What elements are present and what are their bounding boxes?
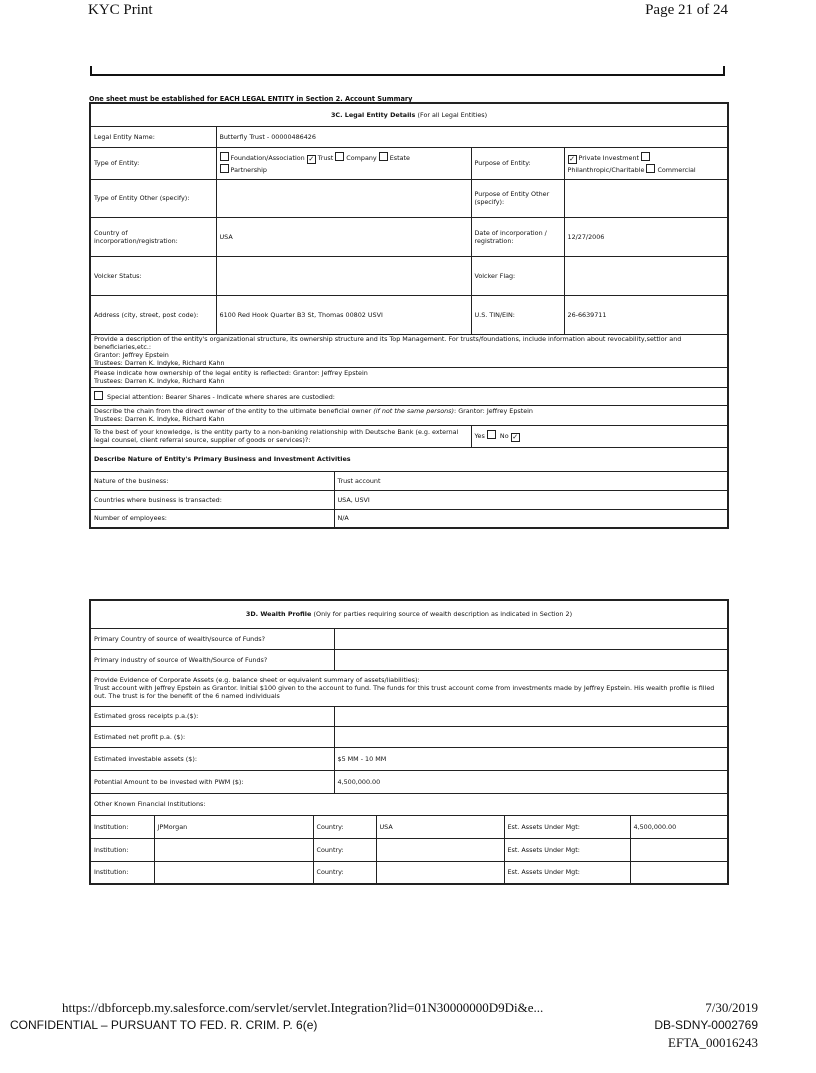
assets-under-mgmt-value: 4,500,000.00 [630,815,728,838]
business-nature-label: Nature of the business: [90,471,334,490]
primary-country-value [334,628,728,649]
bearer-shares-checkbox[interactable] [94,391,103,400]
gross-receipts-label: Estimated gross receipts p.a.($): [90,706,334,726]
institution-value [154,861,313,884]
institution-country-label: Country: [313,838,376,861]
non-banking-answer: Yes No ✓ [471,425,728,447]
institution-value: JPMorgan [154,815,313,838]
yes-checkbox[interactable] [487,430,496,439]
investable-assets-value: $5 MM - 10 MM [334,747,728,770]
address-value: 6100 Red Hook Quarter B3 St, Thomas 00802 USVI [216,295,471,334]
nature-heading: Describe Nature of Entity's Primary Business and Investment Activities [90,447,728,471]
country-label: Country of incorporation/registration: [90,217,216,256]
non-banking-question: To the best of your knowledge, is the entity party to a non-banking relationship with Deutsche Bank (e.g. external legal counsel, client referral source, supplier of goods or services)?: [90,425,471,447]
bearer-shares-row: Special attention: Bearer Shares - Indicate where shares are custodied: [90,387,728,405]
entity-name-label: Legal Entity Name: [90,126,216,147]
business-countries-value: USA, USVI [334,490,728,509]
section-divider [90,66,725,76]
print-date: 7/30/2019 [705,1000,758,1015]
tin-value: 26-6639711 [564,295,728,334]
corporate-assets-evidence: Provide Evidence of Corporate Assets (e.g. balance sheet or equivalent summary of assets/liabilities): Trust account with Jeffrey Epstein as Grantor. Initial $100 given to the account to fund. The funds for this trust account come from investments made by Jeffrey Epstein. His wealth profile is filled out. The trust is for the benefit of the 6 named individuals [90,670,728,706]
primary-industry-label: Primary industry of source of Wealth/Source of Funds? [90,649,334,670]
ownership-chain: Describe the chain from the direct owner of the entity to the ultimate beneficial owner (if not the same persons): Grantor: Jeffrey Epstein Trustees: Darren K. Indyke, Richard Kahn [90,405,728,425]
institution-country-label: Country: [313,861,376,884]
address-label: Address (city, street, post code): [90,295,216,334]
table-row [90,815,728,838]
purpose-options: ✓ Private Investment Philanthropic/Charitable Commercial [564,147,728,179]
employees-label: Number of employees: [90,509,334,528]
ownership-description: Please indicate how ownership of the legal entity is reflected: Grantor: Jeffrey Epstein Trustees: Darren K. Indyke, Richard Kahn [90,367,728,387]
purpose-other-value [564,179,728,217]
entity-type-label: Type of Entity: [90,147,216,179]
potential-amount-label: Potential Amount to be invested with PWM ($): [90,770,334,793]
section-3c-title: 3C. Legal Entity Details (For all Legal Entities) [90,103,728,126]
philanthropic-checkbox[interactable] [641,152,650,161]
incorporation-date-value: 12/27/2006 [564,217,728,256]
gross-receipts-value [334,706,728,726]
bates-number: DB-SDNY-0002769 [654,1018,758,1032]
volcker-status-label: Volcker Status: [90,256,216,295]
primary-industry-value [334,649,728,670]
trust-checkbox[interactable]: ✓ [308,155,315,163]
volcker-status-value [216,256,471,295]
partnership-checkbox[interactable] [220,164,229,173]
assets-under-mgmt-label: Est. Assets Under Mgt: [504,838,630,861]
incorporation-date-label: Date of incorporation / registration: [471,217,564,256]
entity-type-other-label: Type of Entity Other (specify): [90,179,216,217]
net-profit-label: Estimated net profit p.a. ($): [90,726,334,747]
assets-under-mgmt-label: Est. Assets Under Mgt: [504,815,630,838]
commercial-checkbox[interactable] [646,164,655,173]
private-investment-checkbox[interactable]: ✓ [569,155,575,163]
investable-assets-label: Estimated investable assets ($): [90,747,334,770]
net-profit-value [334,726,728,747]
institution-label: Institution: [90,861,154,884]
confidential-notice: CONFIDENTIAL – PURSUANT TO FED. R. CRIM. P. 6(e) [10,1018,318,1032]
other-institutions-label: Other Known Financial Institutions: [90,793,728,815]
primary-country-label: Primary Country of source of wealth/source of Funds? [90,628,334,649]
institution-country-value [376,861,504,884]
print-header-title: KYC Print [88,2,153,18]
entity-type-other-value [216,179,471,217]
business-countries-label: Countries where business is transacted: [90,490,334,509]
volcker-flag-value [564,256,728,295]
table-row [90,838,728,861]
legal-entity-note: One sheet must be established for EACH LEGAL ENTITY in Section 2. Account Summary [89,95,413,103]
table-row [90,861,728,884]
entity-name-value: Butterfly Trust - 00000486426 [216,126,728,147]
legal-entity-details-table [89,102,729,529]
entity-type-options: Foundation/Association ✓ Trust Company Estate Partnership [216,147,471,179]
volcker-flag-label: Volcker Flag: [471,256,564,295]
structure-description: Provide a description of the entity's organizational structure, its ownership structure and its Top Management. For trusts/foundations, include information about revocability,settlor and beneficiaries,etc.: Grantor: Jeffrey Epstein Trustees: Darren K. Indyke, Richard Kahn [90,334,728,367]
institution-country-value: USA [376,815,504,838]
institution-label: Institution: [90,838,154,861]
institution-label: Institution: [90,815,154,838]
institution-value [154,838,313,861]
purpose-label: Purpose of Entity: [471,147,564,179]
tin-label: U.S. TIN/EIN: [471,295,564,334]
company-checkbox[interactable] [335,152,344,161]
assets-under-mgmt-value [630,861,728,884]
assets-under-mgmt-label: Est. Assets Under Mgt: [504,861,630,884]
source-url: https://dbforcepb.my.salesforce.com/servlet/servlet.Integration?lid=01N30000000D9Di&e... [62,1000,544,1015]
business-nature-value: Trust account [334,471,728,490]
purpose-other-label: Purpose of Entity Other (specify): [471,179,564,217]
institution-country-value [376,838,504,861]
efta-number: EFTA_00016243 [668,1035,758,1050]
employees-value: N/A [334,509,728,528]
assets-under-mgmt-value [630,838,728,861]
wealth-profile-table [89,599,729,885]
estate-checkbox[interactable] [379,152,388,161]
page-number: Page 21 of 24 [645,2,728,18]
foundation-checkbox[interactable] [220,152,229,161]
country-value: USA [216,217,471,256]
institution-country-label: Country: [313,815,376,838]
potential-amount-value: 4,500,000.00 [334,770,728,793]
no-checkbox[interactable]: ✓ [512,433,519,441]
section-3d-title: 3D. Wealth Profile (Only for parties requiring source of wealth description as indicated in Section 2) [90,600,728,628]
